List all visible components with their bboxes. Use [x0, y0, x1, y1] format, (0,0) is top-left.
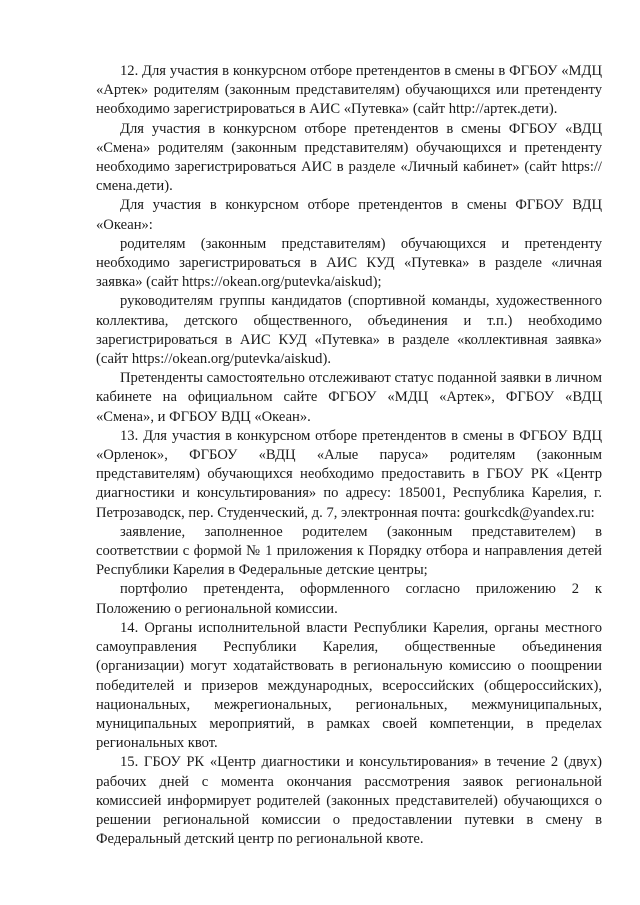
paragraph-portfolio: портфолио претендента, оформленного согласно приложению 2 к Положению о региональной комиссии.: [96, 581, 602, 617]
paragraph-13-orlenok: 13. Для участия в конкурсном отборе претендентов в смены в ФГБОУ ВДЦ «Орленок», ФГБОУ «ВДЦ «Алые паруса» родителям (законным представителям) обучающихся необходимо предоставить в ГБОУ РК «Центр диагностики и консультирования» по адресу: 185001, Республика Карелия, г. Петрозаводск, пер. Студенческий, д. 7, электронная почта: gourkcdk@yandex.ru:: [96, 427, 602, 521]
paragraph-smena: Для участия в конкурсном отборе претендентов в смены ФГБОУ «ВДЦ «Смена» родителям (законным представителям) обучающихся и претенденту необходимо зарегистрироваться АИС в разделе «Личный кабинет» (сайт https://смена.дети).: [96, 120, 602, 195]
paragraph-status-tracking: Претенденты самостоятельно отслеживают статус поданной заявки в личном кабинете на официальном сайте ФГБОУ «МДЦ «Артек», ФГБОУ «ВДЦ «Смена», и ФГБОУ ВДЦ «Океан».: [96, 370, 602, 425]
paragraph-okean-parents: родителям (законным представителям) обучающихся и претенденту необходимо зарегистрироваться в АИС КУД «Путевка» в разделе «личная заявка» (сайт https://okean.org/putevka/aiskud);: [96, 235, 602, 291]
paragraph-12-artek: 12. Для участия в конкурсном отборе претендентов в смены в ФГБОУ «МДЦ «Артек» родителям (законным представителям) обучающихся или претенденту необходимо зарегистрироваться в АИС «Путевка» (сайт http://артек.дети).: [96, 63, 602, 118]
document-page: [96, 62, 602, 849]
paragraph-okean-group-leaders: руководителям группы кандидатов (спортивной команды, художественного коллектива, детского общественного, объединения и т.п.) необходимо зарегистрироваться в АИС КУД «Путевка» в разделе «коллективная заявка» (сайт https://okean.org/putevka/aiskud).: [96, 293, 602, 368]
paragraph-application-form: заявление, заполненное родителем (законным представителем) в соответствии с формой № 1 приложения к Порядку отбора и направления детей Республики Карелия в Федеральные детские центры;: [96, 523, 602, 579]
paragraph-14-authorities: 14. Органы исполнительной власти Республики Карелия, органы местного самоуправления Республики Карелия, общественные объединения (организации) могут ходатайствовать в региональную комиссию о поощрении победителей и призеров международных, всероссийских (общероссийских), национальных, межрегиональных, региональных, межмуниципальных, муниципальных мероприятий, в рамках своей компетенции, в пределах региональных квот.: [96, 619, 602, 752]
paragraph-15-notification: 15. ГБОУ РК «Центр диагностики и консультирования» в течение 2 (двух) рабочих дней с момента окончания рассмотрения заявок региональной комиссией информирует родителей (законных представителей) обучающихся о решении региональной комиссии о предоставлении путевки в смену в Федеральный детский центр по региональной квоте.: [96, 754, 602, 848]
paragraph-okean-intro: Для участия в конкурсном отборе претендентов в смены ФГБОУ ВДЦ «Океан»:: [96, 197, 602, 233]
